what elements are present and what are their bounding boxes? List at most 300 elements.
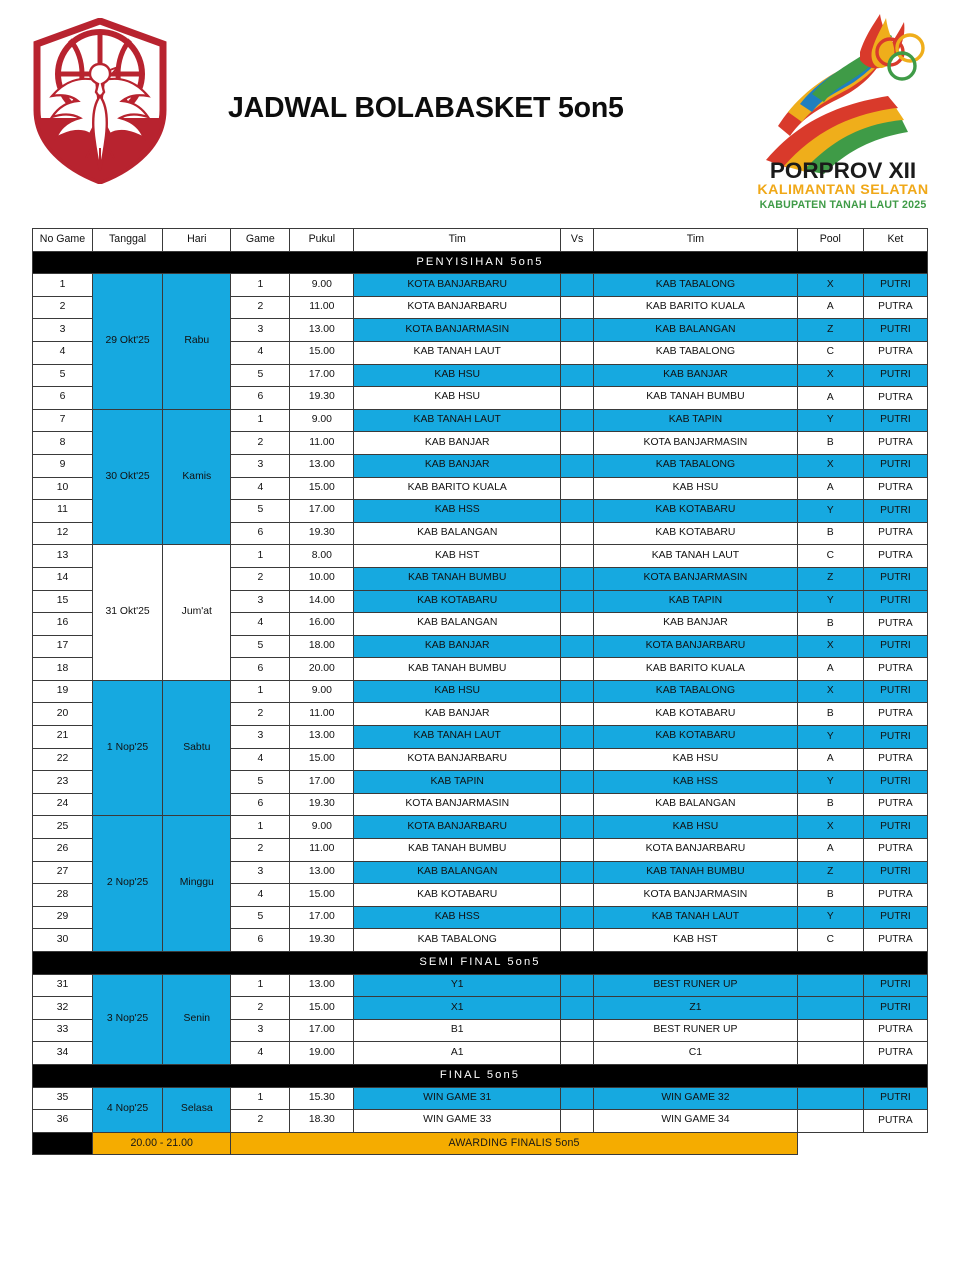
cell-game: 6	[231, 522, 290, 545]
cell-tim-home: KAB KOTABARU	[354, 590, 561, 613]
cell-ket: PUTRI	[863, 567, 927, 590]
cell-no-game: 2	[33, 296, 93, 319]
cell-ket: PUTRA	[863, 658, 927, 681]
table-row	[33, 974, 928, 997]
cell-pool: Z	[797, 861, 863, 884]
cell-pukul: 17.00	[290, 364, 354, 387]
cell-game: 3	[231, 861, 290, 884]
cell-pool	[797, 1042, 863, 1065]
cell-tim-away: KAB TABALONG	[594, 341, 798, 364]
cell-game: 2	[231, 1110, 290, 1133]
cell-pool	[797, 997, 863, 1020]
cell-tim-away: KOTA BANJARBARU	[594, 635, 798, 658]
cell-ket: PUTRI	[863, 454, 927, 477]
cell-tanggal: 29 Okt'25	[92, 274, 162, 410]
cell-tim-away: KAB TABALONG	[594, 454, 798, 477]
cell-pool: Y	[797, 726, 863, 749]
cell-pool: A	[797, 477, 863, 500]
cell-game: 5	[231, 906, 290, 929]
cell-game: 6	[231, 793, 290, 816]
cell-no-game: 16	[33, 613, 93, 636]
cell-tim-home: Y1	[354, 974, 561, 997]
cell-tim-away: KAB HSU	[594, 816, 798, 839]
cell-tim-away: KAB TANAH LAUT	[594, 906, 798, 929]
column-header-hari-2: Hari	[163, 229, 231, 252]
cell-pukul: 11.00	[290, 703, 354, 726]
cell-vs	[561, 500, 594, 523]
cell-tim-home: KAB TANAH LAUT	[354, 409, 561, 432]
cell-tim-away: KOTA BANJARMASIN	[594, 884, 798, 907]
cell-tim-home: KAB HSS	[354, 906, 561, 929]
table-body	[33, 251, 928, 1155]
cell-hari: Jum'at	[163, 545, 231, 681]
cell-no-game: 36	[33, 1110, 93, 1133]
cell-tim-home: KAB BALANGAN	[354, 861, 561, 884]
cell-no-game: 26	[33, 839, 93, 862]
cell-game: 4	[231, 341, 290, 364]
cell-ket: PUTRA	[863, 839, 927, 862]
column-header-tim-5: Tim	[354, 229, 561, 252]
cell-ket: PUTRA	[863, 296, 927, 319]
cell-vs	[561, 522, 594, 545]
cell-pukul: 17.00	[290, 906, 354, 929]
schedule-table-container	[32, 228, 928, 1155]
cell-tanggal: 3 Nop'25	[92, 974, 162, 1064]
cell-ket: PUTRA	[863, 432, 927, 455]
cell-no-game: 1	[33, 274, 93, 297]
cell-game: 6	[231, 387, 290, 410]
cell-game: 3	[231, 726, 290, 749]
cell-vs	[561, 1110, 594, 1133]
cell-ket: PUTRI	[863, 635, 927, 658]
cell-hari: Selasa	[163, 1087, 231, 1132]
cell-ket: PUTRI	[863, 680, 927, 703]
cell-pukul: 15.00	[290, 884, 354, 907]
cell-ket: PUTRI	[863, 274, 927, 297]
cell-game: 1	[231, 1087, 290, 1110]
cell-tim-away: KAB KOTABARU	[594, 726, 798, 749]
cell-pukul: 11.00	[290, 839, 354, 862]
cell-hari: Senin	[163, 974, 231, 1064]
schedule-table	[32, 228, 928, 1155]
cell-tim-home: KAB TANAH BUMBU	[354, 839, 561, 862]
cell-pool: Y	[797, 409, 863, 432]
porprov-logo-line3: KABUPATEN TANAH LAUT 2025	[759, 199, 927, 211]
cell-no-game: 7	[33, 409, 93, 432]
cell-vs	[561, 567, 594, 590]
cell-pool: X	[797, 680, 863, 703]
cell-tim-home: KOTA BANJARBARU	[354, 816, 561, 839]
cell-no-game: 6	[33, 387, 93, 410]
cell-pool: Y	[797, 590, 863, 613]
cell-vs	[561, 974, 594, 997]
cell-ket: PUTRI	[863, 590, 927, 613]
cell-game: 5	[231, 364, 290, 387]
cell-tim-away: KAB KOTABARU	[594, 500, 798, 523]
cell-pukul: 11.00	[290, 296, 354, 319]
cell-pukul: 13.00	[290, 726, 354, 749]
cell-no-game: 11	[33, 500, 93, 523]
cell-pukul: 15.00	[290, 341, 354, 364]
cell-tim-home: KAB HST	[354, 545, 561, 568]
cell-vs	[561, 590, 594, 613]
cell-tim-home: KAB HSU	[354, 680, 561, 703]
cell-tim-home: KAB TANAH LAUT	[354, 341, 561, 364]
header-row	[33, 229, 928, 252]
cell-pool: A	[797, 387, 863, 410]
cell-tim-away: KAB TABALONG	[594, 680, 798, 703]
cell-pukul: 17.00	[290, 771, 354, 794]
cell-pukul: 13.00	[290, 974, 354, 997]
cell-tim-home: KOTA BANJARBARU	[354, 748, 561, 771]
cell-tim-away: KAB TANAH BUMBU	[594, 387, 798, 410]
cell-game: 2	[231, 703, 290, 726]
cell-tim-home: KAB HSU	[354, 364, 561, 387]
cell-pukul: 15.00	[290, 477, 354, 500]
table-row	[33, 816, 928, 839]
cell-tim-away: KAB TAPIN	[594, 590, 798, 613]
cell-game: 2	[231, 296, 290, 319]
cell-game: 2	[231, 839, 290, 862]
section-band-label: PENYISIHAN 5on5	[33, 251, 928, 274]
cell-game: 5	[231, 771, 290, 794]
cell-tim-home: X1	[354, 997, 561, 1020]
cell-game: 2	[231, 997, 290, 1020]
cell-ket: PUTRA	[863, 884, 927, 907]
cell-game: 3	[231, 1019, 290, 1042]
cell-no-game: 22	[33, 748, 93, 771]
cell-no-game: 12	[33, 522, 93, 545]
cell-pukul: 19.30	[290, 522, 354, 545]
cell-pool: A	[797, 296, 863, 319]
table-row	[33, 274, 928, 297]
cell-tim-home: KAB TANAH LAUT	[354, 726, 561, 749]
cell-tim-away: KAB KOTABARU	[594, 703, 798, 726]
section-band-0	[33, 251, 928, 274]
cell-tim-away: KAB HSU	[594, 748, 798, 771]
cell-vs	[561, 726, 594, 749]
cell-tim-home: KAB TANAH BUMBU	[354, 567, 561, 590]
cell-ket: PUTRI	[863, 861, 927, 884]
cell-ket: PUTRA	[863, 545, 927, 568]
cell-vs	[561, 997, 594, 1020]
page-title: JADWAL BOLABASKET 5on5	[228, 92, 624, 124]
section-band-label: FINAL 5on5	[33, 1064, 928, 1087]
cell-pool: C	[797, 341, 863, 364]
page-header	[0, 0, 960, 218]
cell-no-game: 29	[33, 906, 93, 929]
cell-vs	[561, 884, 594, 907]
cell-pool: A	[797, 658, 863, 681]
cell-vs	[561, 545, 594, 568]
cell-no-game: 10	[33, 477, 93, 500]
cell-pool: B	[797, 522, 863, 545]
cell-vs	[561, 1042, 594, 1065]
column-header-no-game-0: No Game	[33, 229, 93, 252]
cell-game: 3	[231, 454, 290, 477]
cell-no-game: 33	[33, 1019, 93, 1042]
cell-no-game: 31	[33, 974, 93, 997]
cell-no-game: 25	[33, 816, 93, 839]
cell-vs	[561, 432, 594, 455]
cell-tanggal: 1 Nop'25	[92, 680, 162, 816]
cell-game: 1	[231, 409, 290, 432]
cell-vs	[561, 929, 594, 952]
cell-pool: B	[797, 793, 863, 816]
cell-vs	[561, 364, 594, 387]
cell-no-game: 32	[33, 997, 93, 1020]
cell-tanggal: 2 Nop'25	[92, 816, 162, 952]
cell-ket: PUTRA	[863, 703, 927, 726]
column-header-tim-7: Tim	[594, 229, 798, 252]
cell-vs	[561, 680, 594, 703]
cell-no-game: 13	[33, 545, 93, 568]
cell-vs	[561, 454, 594, 477]
cell-game: 5	[231, 635, 290, 658]
cell-tim-away: WIN GAME 32	[594, 1087, 798, 1110]
cell-tim-away: KAB BARITO KUALA	[594, 296, 798, 319]
cell-vs	[561, 341, 594, 364]
table-row	[33, 409, 928, 432]
cell-pukul: 9.00	[290, 816, 354, 839]
cell-pukul: 17.00	[290, 500, 354, 523]
cell-no-game: 9	[33, 454, 93, 477]
cell-game: 1	[231, 974, 290, 997]
cell-tim-home: KAB TANAH BUMBU	[354, 658, 561, 681]
cell-pukul: 17.00	[290, 1019, 354, 1042]
cell-no-game: 23	[33, 771, 93, 794]
cell-tim-away: KAB BANJAR	[594, 364, 798, 387]
cell-pukul: 11.00	[290, 432, 354, 455]
cell-pool	[797, 1087, 863, 1110]
cell-no-game: 14	[33, 567, 93, 590]
cell-no-game: 3	[33, 319, 93, 342]
cell-vs	[561, 613, 594, 636]
cell-ket: PUTRA	[863, 613, 927, 636]
cell-vs	[561, 409, 594, 432]
cell-pukul: 18.30	[290, 1110, 354, 1133]
cell-ket: PUTRA	[863, 1019, 927, 1042]
cell-vs	[561, 477, 594, 500]
cell-pool: Z	[797, 319, 863, 342]
cell-no-game: 17	[33, 635, 93, 658]
porprov-xii-logo	[748, 8, 938, 216]
cell-pool: Y	[797, 500, 863, 523]
porprov-logo-line2: KALIMANTAN SELATAN	[757, 182, 929, 198]
basketball-eagle-shield-logo	[30, 18, 170, 183]
cell-game: 4	[231, 477, 290, 500]
cell-pukul: 13.00	[290, 319, 354, 342]
cell-pukul: 9.00	[290, 680, 354, 703]
cell-tim-home: KOTA BANJARBARU	[354, 296, 561, 319]
cell-pool: Y	[797, 771, 863, 794]
cell-tim-home: WIN GAME 33	[354, 1110, 561, 1133]
cell-game: 4	[231, 613, 290, 636]
column-header-pukul-4: Pukul	[290, 229, 354, 252]
cell-vs	[561, 793, 594, 816]
cell-pool: A	[797, 839, 863, 862]
cell-ket: PUTRI	[863, 1087, 927, 1110]
cell-pool: C	[797, 929, 863, 952]
cell-ket: PUTRA	[863, 387, 927, 410]
cell-game: 6	[231, 929, 290, 952]
column-header-vs-6: Vs	[561, 229, 594, 252]
cell-tanggal: 31 Okt'25	[92, 545, 162, 681]
cell-pukul: 9.00	[290, 409, 354, 432]
cell-pukul: 14.00	[290, 590, 354, 613]
cell-pool: Z	[797, 567, 863, 590]
cell-ket: PUTRA	[863, 477, 927, 500]
cell-vs	[561, 296, 594, 319]
cell-tim-home: KAB HSU	[354, 387, 561, 410]
cell-game: 4	[231, 1042, 290, 1065]
awarding-row	[33, 1132, 928, 1155]
cell-tim-away: Z1	[594, 997, 798, 1020]
cell-ket: PUTRA	[863, 341, 927, 364]
cell-tim-away: KOTA BANJARMASIN	[594, 432, 798, 455]
cell-vs	[561, 658, 594, 681]
cell-game: 1	[231, 274, 290, 297]
cell-tim-away: KAB HSU	[594, 477, 798, 500]
cell-tim-home: KAB TABALONG	[354, 929, 561, 952]
cell-tim-away: KAB BALANGAN	[594, 793, 798, 816]
cell-pool: X	[797, 364, 863, 387]
cell-tim-home: KAB KOTABARU	[354, 884, 561, 907]
cell-no-game: 30	[33, 929, 93, 952]
cell-tim-home: KAB BANJAR	[354, 432, 561, 455]
cell-vs	[561, 703, 594, 726]
cell-tanggal: 4 Nop'25	[92, 1087, 162, 1132]
cell-tim-home: WIN GAME 31	[354, 1087, 561, 1110]
cell-tim-away: BEST RUNER UP	[594, 1019, 798, 1042]
cell-tim-home: KAB BANJAR	[354, 703, 561, 726]
cell-no-game: 8	[33, 432, 93, 455]
cell-game: 6	[231, 658, 290, 681]
cell-no-game: 35	[33, 1087, 93, 1110]
cell-pool: A	[797, 748, 863, 771]
cell-pukul: 18.00	[290, 635, 354, 658]
cell-no-game: 19	[33, 680, 93, 703]
table-row	[33, 545, 928, 568]
cell-game: 3	[231, 319, 290, 342]
cell-no-game: 20	[33, 703, 93, 726]
cell-vs	[561, 1019, 594, 1042]
cell-tim-away: KAB BANJAR	[594, 613, 798, 636]
table-row	[33, 680, 928, 703]
cell-game: 1	[231, 680, 290, 703]
cell-ket: PUTRA	[863, 929, 927, 952]
cell-pool: C	[797, 545, 863, 568]
cell-pukul: 10.00	[290, 567, 354, 590]
cell-no-game: 34	[33, 1042, 93, 1065]
cell-tim-home: KOTA BANJARBARU	[354, 274, 561, 297]
cell-vs	[561, 319, 594, 342]
cell-game: 2	[231, 567, 290, 590]
cell-pool	[797, 974, 863, 997]
cell-hari: Sabtu	[163, 680, 231, 816]
column-header-game-3: Game	[231, 229, 290, 252]
cell-vs	[561, 748, 594, 771]
column-header-ket-9: Ket	[863, 229, 927, 252]
cell-game: 3	[231, 590, 290, 613]
cell-tim-away: KAB KOTABARU	[594, 522, 798, 545]
cell-no-game-empty	[33, 1132, 93, 1155]
cell-ket: PUTRA	[863, 1110, 927, 1133]
cell-tim-away: WIN GAME 34	[594, 1110, 798, 1133]
cell-vs	[561, 861, 594, 884]
cell-tim-away: KAB HST	[594, 929, 798, 952]
cell-tim-home: KAB BANJAR	[354, 454, 561, 477]
cell-ket: PUTRI	[863, 319, 927, 342]
cell-no-game: 28	[33, 884, 93, 907]
section-band-2	[33, 1064, 928, 1087]
cell-pool: X	[797, 274, 863, 297]
cell-pukul: 15.30	[290, 1087, 354, 1110]
cell-pool: B	[797, 703, 863, 726]
cell-pukul: 20.00	[290, 658, 354, 681]
cell-pukul: 19.30	[290, 793, 354, 816]
cell-vs	[561, 274, 594, 297]
cell-no-game: 5	[33, 364, 93, 387]
cell-no-game: 27	[33, 861, 93, 884]
cell-pukul: 15.00	[290, 997, 354, 1020]
cell-no-game: 18	[33, 658, 93, 681]
cell-tim-home: KAB TAPIN	[354, 771, 561, 794]
cell-pool	[797, 1110, 863, 1133]
cell-vs	[561, 635, 594, 658]
cell-tim-home: A1	[354, 1042, 561, 1065]
cell-pukul: 19.00	[290, 1042, 354, 1065]
porprov-logo-line1: PORPROV XII	[769, 158, 917, 183]
cell-ket: PUTRA	[863, 748, 927, 771]
cell-vs	[561, 816, 594, 839]
cell-ket: PUTRI	[863, 771, 927, 794]
cell-ket: PUTRI	[863, 500, 927, 523]
cell-pukul: 13.00	[290, 454, 354, 477]
cell-pool: B	[797, 884, 863, 907]
cell-awarding-label: AWARDING FINALIS 5on5	[231, 1132, 797, 1155]
cell-game: 5	[231, 500, 290, 523]
cell-pool	[797, 1019, 863, 1042]
cell-tim-home: KAB BALANGAN	[354, 613, 561, 636]
cell-pukul: 15.00	[290, 748, 354, 771]
cell-pool: X	[797, 816, 863, 839]
cell-pukul: 8.00	[290, 545, 354, 568]
cell-hari: Kamis	[163, 409, 231, 545]
cell-vs	[561, 1087, 594, 1110]
cell-tim-away: C1	[594, 1042, 798, 1065]
cell-tim-away: KAB TABALONG	[594, 274, 798, 297]
cell-tim-away: KOTA BANJARBARU	[594, 839, 798, 862]
cell-pool: B	[797, 613, 863, 636]
cell-ket: PUTRA	[863, 1042, 927, 1065]
cell-tim-away: BEST RUNER UP	[594, 974, 798, 997]
cell-hari: Rabu	[163, 274, 231, 410]
table-header	[33, 229, 928, 252]
cell-tanggal: 30 Okt'25	[92, 409, 162, 545]
cell-no-game: 24	[33, 793, 93, 816]
cell-tim-home: KAB BARITO KUALA	[354, 477, 561, 500]
cell-vs	[561, 771, 594, 794]
cell-pool: Y	[797, 906, 863, 929]
cell-game: 2	[231, 432, 290, 455]
cell-ket: PUTRI	[863, 816, 927, 839]
cell-pukul: 19.30	[290, 929, 354, 952]
cell-game: 4	[231, 748, 290, 771]
cell-tim-away: KAB TANAH LAUT	[594, 545, 798, 568]
cell-tim-home: KOTA BANJARMASIN	[354, 319, 561, 342]
cell-tim-home: KOTA BANJARMASIN	[354, 793, 561, 816]
